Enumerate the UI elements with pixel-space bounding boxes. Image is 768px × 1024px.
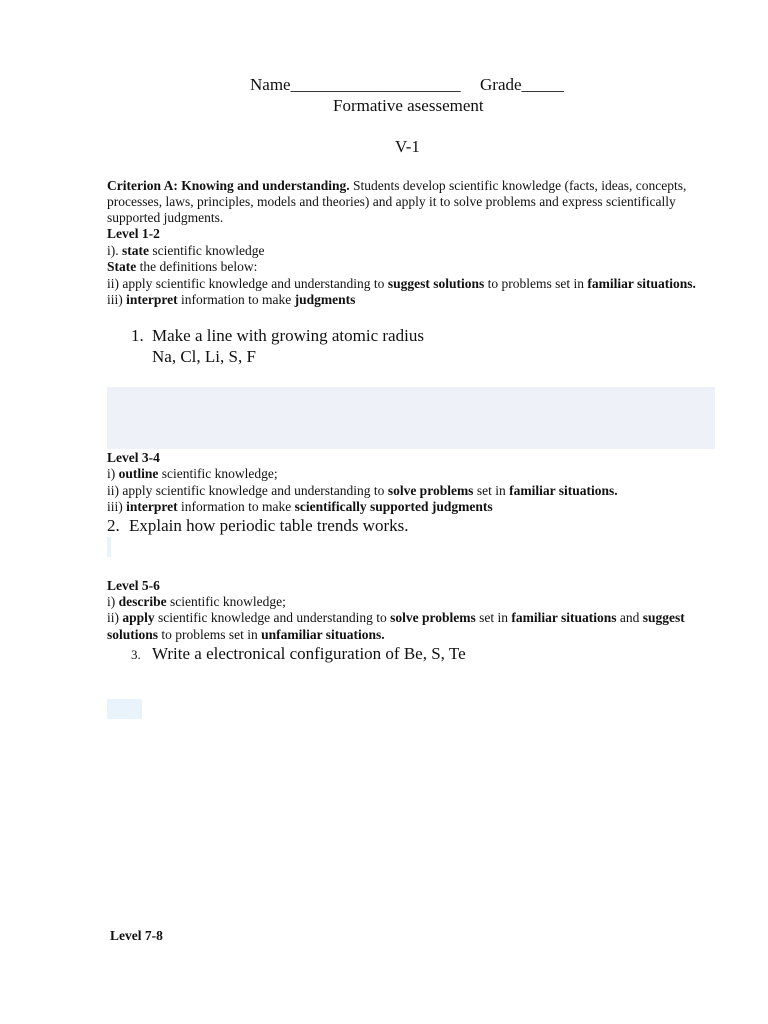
level-5-6-item-i (107, 594, 286, 610)
level-5-6-item-ii (107, 610, 685, 626)
item-keyword: outline (118, 466, 159, 481)
item-keyword: solve problems (387, 483, 474, 498)
item-prefix: ii) (107, 610, 123, 625)
level-1-2-item-iii (107, 292, 355, 308)
answer-area-2[interactable] (107, 537, 111, 557)
criterion-heading: Criterion A: Knowing and understanding. (107, 178, 350, 193)
level-1-2-item-ii (107, 276, 696, 292)
level-3-4-heading: Level 3-4 (107, 450, 160, 465)
item-text: to problems set in (484, 276, 588, 291)
level-1-2-heading: Level 1-2 (107, 226, 160, 241)
item-keyword: familiar situations. (587, 276, 696, 291)
item-keyword: interpret (126, 499, 178, 514)
item-keyword: interpret (126, 292, 178, 307)
item-text: to problems set in (158, 627, 262, 642)
name-field-label: Name____________________ (250, 75, 461, 94)
level-3-4-item-ii (107, 483, 618, 499)
item-text: ii) apply scientific knowledge and understanding to (107, 483, 388, 498)
item-text: scientific knowledge; (166, 594, 286, 609)
item-keyword: State (107, 259, 137, 274)
item-text: ii) apply scientific knowledge and understanding to (107, 276, 388, 291)
item-keyword: state (122, 243, 149, 258)
level-1-2-item-i (107, 243, 264, 259)
question-3-number: 3. (131, 647, 141, 662)
item-keyword: solutions (107, 627, 159, 642)
question-3-text: Write a electronical configuration of Be, S, Te (152, 644, 466, 663)
item-keyword: familiar situations (511, 610, 617, 625)
item-text: scientific knowledge and understanding to (154, 610, 391, 625)
level-5-6-item-ii-cont (107, 627, 385, 643)
criterion-line-3: supported judgments. (107, 210, 224, 225)
page-title: Formative asessement (333, 96, 484, 115)
answer-area-1[interactable] (107, 387, 715, 449)
grade-field-label: Grade_____ (480, 75, 565, 94)
question-2-number: 2. (107, 516, 120, 535)
version-label: V-1 (395, 137, 420, 156)
level-3-4-item-iii (107, 499, 493, 515)
item-text: set in (473, 483, 510, 498)
criterion-line-2: processes, laws, principles, models and theories) and apply it to solve problems and express scientifically (107, 194, 676, 209)
item-keyword: describe (118, 594, 167, 609)
item-text: information to make (177, 499, 295, 514)
item-keyword: apply (122, 610, 155, 625)
item-text: scientific knowledge; (158, 466, 278, 481)
answer-area-3[interactable] (107, 699, 142, 719)
item-text: information to make (177, 292, 295, 307)
question-1-elements: Na, Cl, Li, S, F (152, 347, 256, 366)
question-1-text: Make a line with growing atomic radius (152, 326, 424, 345)
item-text: the definitions below: (136, 259, 258, 274)
item-prefix: i) (107, 594, 119, 609)
item-keyword: suggest solutions (387, 276, 485, 291)
criterion-line-1 (107, 178, 686, 194)
level-5-6-heading: Level 5-6 (107, 578, 160, 593)
item-prefix: iii) (107, 499, 127, 514)
question-1-number: 1. (131, 326, 144, 345)
item-keyword: suggest (642, 610, 685, 625)
level-1-2-state-line (107, 259, 257, 275)
level-3-4-item-i (107, 466, 278, 482)
item-keyword: familiar situations. (509, 483, 618, 498)
question-2-text: Explain how periodic table trends works. (129, 516, 409, 535)
item-prefix: i) (107, 466, 119, 481)
item-text: set in (475, 610, 512, 625)
item-keyword: solve problems (390, 610, 476, 625)
item-prefix: iii) (107, 292, 127, 307)
criterion-text: Students develop scientific knowledge (facts, ideas, concepts, (349, 178, 687, 193)
level-7-8-heading: Level 7-8 (110, 928, 163, 943)
item-keyword: unfamiliar situations. (261, 627, 385, 642)
item-prefix: i). (107, 243, 122, 258)
item-text: and (616, 610, 643, 625)
item-text: scientific knowledge (149, 243, 265, 258)
item-keyword: scientifically supported judgments (294, 499, 493, 514)
item-keyword: judgments (294, 292, 356, 307)
